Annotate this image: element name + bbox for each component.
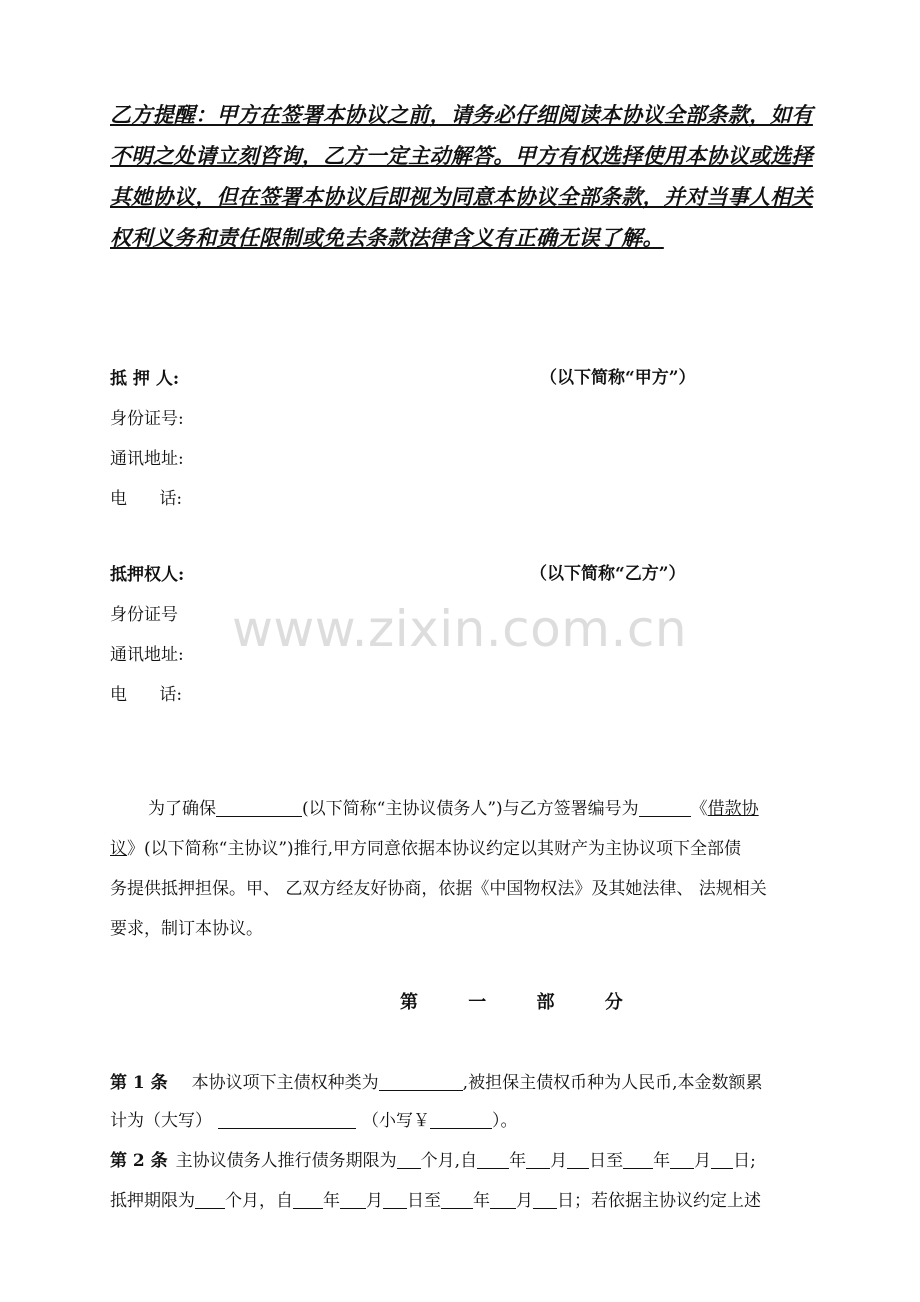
intro-text: 》(以下简称“主协议”)推行,甲方同意依据本协议约定以其财产为主协议项下全部债 (127, 839, 742, 859)
party-b-address-label: 通讯地址: (110, 645, 184, 665)
article-text: 日；若依据主协议约定上述 (557, 1191, 761, 1211)
article-text: 月 (516, 1191, 533, 1211)
month-blank[interactable] (490, 1190, 516, 1209)
mortgagor-label: 抵 押 人: (110, 369, 180, 389)
article-2-label: 第 2 条 (110, 1151, 168, 1171)
article-text: 计为（大写） (110, 1111, 212, 1131)
mortgagee-label: 抵押权人: (110, 565, 185, 585)
article-text: 抵押期限为 (110, 1191, 195, 1211)
contract-name-text: 借款协 (707, 799, 759, 819)
mortgage-months-blank[interactable] (195, 1190, 225, 1209)
article-text: 年 (653, 1151, 671, 1171)
year-blank[interactable] (441, 1190, 473, 1209)
article-text: 个月,自 (420, 1151, 478, 1171)
article-text: ）。 (492, 1111, 518, 1131)
article-text: 月 (694, 1151, 712, 1171)
debt-type-blank[interactable] (379, 1072, 463, 1091)
article-text: 年 (473, 1191, 490, 1211)
article-text: 月 (550, 1151, 568, 1171)
article-text: 日至 (589, 1151, 624, 1171)
intro-line-1 (148, 794, 759, 819)
section-title: 第 一 部 分 (400, 992, 645, 1013)
amount-figures-blank[interactable] (430, 1110, 492, 1129)
article-1-line-2 (110, 1106, 518, 1131)
intro-line-4: 要求，制订本协议。 (110, 919, 263, 939)
article-1-label: 第 1 条 (110, 1073, 168, 1093)
article-text: 日; (733, 1151, 756, 1171)
term-months-blank[interactable] (397, 1150, 421, 1169)
year-blank[interactable] (293, 1190, 323, 1209)
month-blank[interactable] (670, 1150, 694, 1169)
article-text: 个月，自 (225, 1191, 293, 1211)
party-a-address-label: 通讯地址: (110, 449, 184, 469)
article-text: 日至 (407, 1191, 441, 1211)
day-blank[interactable] (711, 1150, 733, 1169)
party-a-phone-label: 电 话: (110, 489, 183, 509)
contract-name-text: 议 (110, 839, 127, 859)
intro-text: 《 (690, 799, 708, 819)
article-text: 本协议项下主债权种类为 (191, 1073, 379, 1093)
site-watermark: www.zixin.com.cn (232, 600, 688, 658)
month-blank[interactable] (526, 1150, 550, 1169)
party-a-id-label: 身份证号: (110, 409, 184, 429)
amount-words-blank[interactable] (218, 1110, 356, 1129)
article-1-line-1 (110, 1068, 762, 1093)
notice-line: 乙方提醒：甲方在签署本协议之前，请务必仔细阅读本协议全部条款，如有 (110, 102, 813, 127)
notice-line: 不明之处请立刻咨询，乙方一定主动解答。甲方有权选择使用本协议或选择 (110, 143, 813, 168)
party-a-alias: （以下简称“甲方”） (540, 368, 696, 388)
intro-line-3: 务提供抵押担保。甲、 乙双方经友好协商，依据《中国物权法》及其她法律、 法规相关 (110, 879, 767, 899)
article-text: 主协议债务人推行债务期限为 (175, 1151, 397, 1171)
party-b-id-label: 身份证号 (110, 605, 178, 625)
day-blank[interactable] (383, 1190, 407, 1209)
article-text: （小写￥ (362, 1111, 430, 1131)
article-2-line-2 (110, 1186, 761, 1211)
debtor-blank[interactable] (216, 798, 302, 817)
year-blank[interactable] (477, 1150, 509, 1169)
notice-line: 其她协议，但在签署本协议后即视为同意本协议全部条款，并对当事人相关 (110, 184, 813, 209)
year-blank[interactable] (623, 1150, 653, 1169)
reminder-notice (110, 94, 830, 258)
intro-text: 为了确保 (148, 799, 216, 819)
intro-text: (以下简称“主协议债务人”)与乙方签署编号为 (302, 799, 639, 819)
intro-line-2 (110, 834, 741, 859)
article-text: 年 (323, 1191, 340, 1211)
day-blank[interactable] (567, 1150, 589, 1169)
notice-line: 权利义务和责任限制或免去条款法律含义有正确无误了解。 (110, 225, 664, 250)
party-b-alias: （以下简称“乙方”） (530, 564, 686, 584)
party-b-phone-label: 电 话: (110, 685, 183, 705)
article-text: ,被担保主债权币种为人民币,本金数额累 (462, 1073, 763, 1093)
article-2-line-1 (110, 1146, 756, 1171)
article-text: 年 (509, 1151, 527, 1171)
month-blank[interactable] (340, 1190, 366, 1209)
day-blank[interactable] (533, 1190, 557, 1209)
article-text: 月 (366, 1191, 383, 1211)
contract-number-blank[interactable] (639, 798, 691, 817)
